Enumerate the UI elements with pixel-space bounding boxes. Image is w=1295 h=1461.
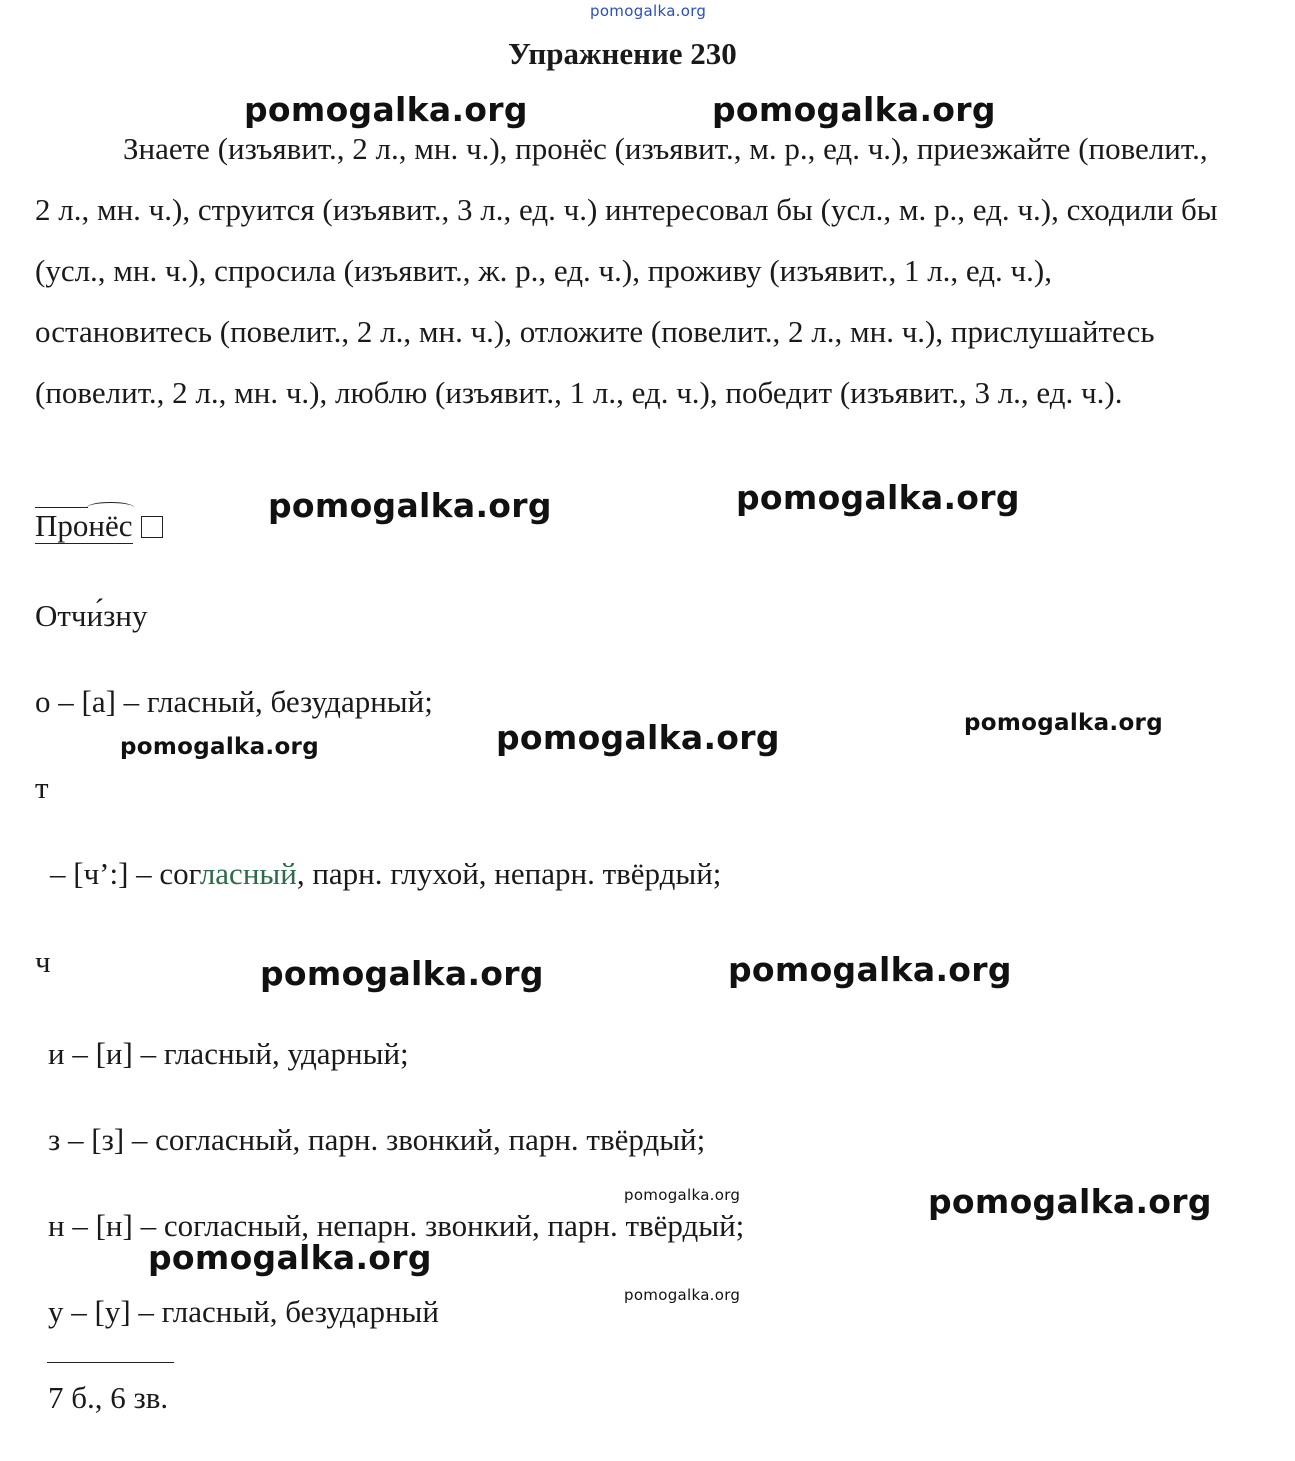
phonetic-line: у – [у] – гласный, безударный: [48, 1294, 439, 1329]
phonetic-line: т: [35, 770, 49, 805]
watermark: pomogalka.org: [624, 1286, 741, 1304]
watermark: pomogalka.org: [496, 718, 780, 757]
phonetic-word: Отчи́зну: [35, 598, 148, 633]
root: нёс: [88, 508, 133, 543]
answer-paragraph: [35, 118, 1230, 423]
watermark: pomogalka.org: [268, 486, 552, 525]
divider: [47, 1362, 174, 1363]
watermark: pomogalka.org: [148, 1238, 432, 1277]
watermark-top: pomogalka.org: [590, 2, 707, 20]
phonetic-line: з – [з] – согласный, парн. звонкий, парн. твёрдый;: [48, 1122, 706, 1157]
phonetic-line: и – [и] – гласный, ударный;: [48, 1036, 409, 1071]
phonetic-line: [50, 856, 721, 892]
watermark: pomogalka.org: [120, 734, 319, 760]
morpheme-parse: [35, 508, 163, 544]
watermark: pomogalka.org: [712, 90, 996, 129]
watermark: pomogalka.org: [964, 710, 1163, 736]
phonetic-line: о – [а] – гласный, безударный;: [35, 684, 433, 719]
phonetic-line: н – [н] – согласный, непарн. звонкий, парн. твёрдый;: [48, 1208, 745, 1243]
watermark: pomogalka.org: [244, 90, 528, 129]
watermark: pomogalka.org: [928, 1182, 1212, 1221]
prefix: Про: [35, 508, 89, 543]
phonetic-summary: 7 б., 6 зв.: [48, 1380, 169, 1415]
watermark: pomogalka.org: [624, 1186, 741, 1204]
zero-ending-icon: [141, 516, 163, 538]
watermark: pomogalka.org: [260, 954, 544, 993]
watermark: pomogalka.org: [728, 950, 1012, 989]
answer-text: Знаете (изъявит., 2 л., мн. ч.), пронёс (изъявит., м. р., ед. ч.), приезжайте (повелит., 2 л., мн. ч.), струится (изъявит., 3 л., ед. ч.) интересовал бы (усл., м. р., ед. ч.), сходили бы (усл., мн. ч.), спросила (изъявит., ж. р., ед. ч.), проживу (изъявит., 1 л., ед. ч.), остановитесь (повелит., 2 л., мн. ч.), отложите (повелит., 2 л., мн. ч.), прислушайтесь (повелит., 2 л., мн. ч.), люблю (изъявит., 1 л., ед. ч.), победит (изъявит., 3 л., ед. ч.).: [35, 131, 1218, 410]
page-title: Упражнение 230: [508, 36, 737, 71]
phonetic-line: ч: [35, 944, 51, 979]
phonetic-line-text: – [ч’:] – согласный, парн. глухой, непарн. твёрдый;: [50, 856, 722, 891]
watermark: pomogalka.org: [736, 478, 1020, 517]
